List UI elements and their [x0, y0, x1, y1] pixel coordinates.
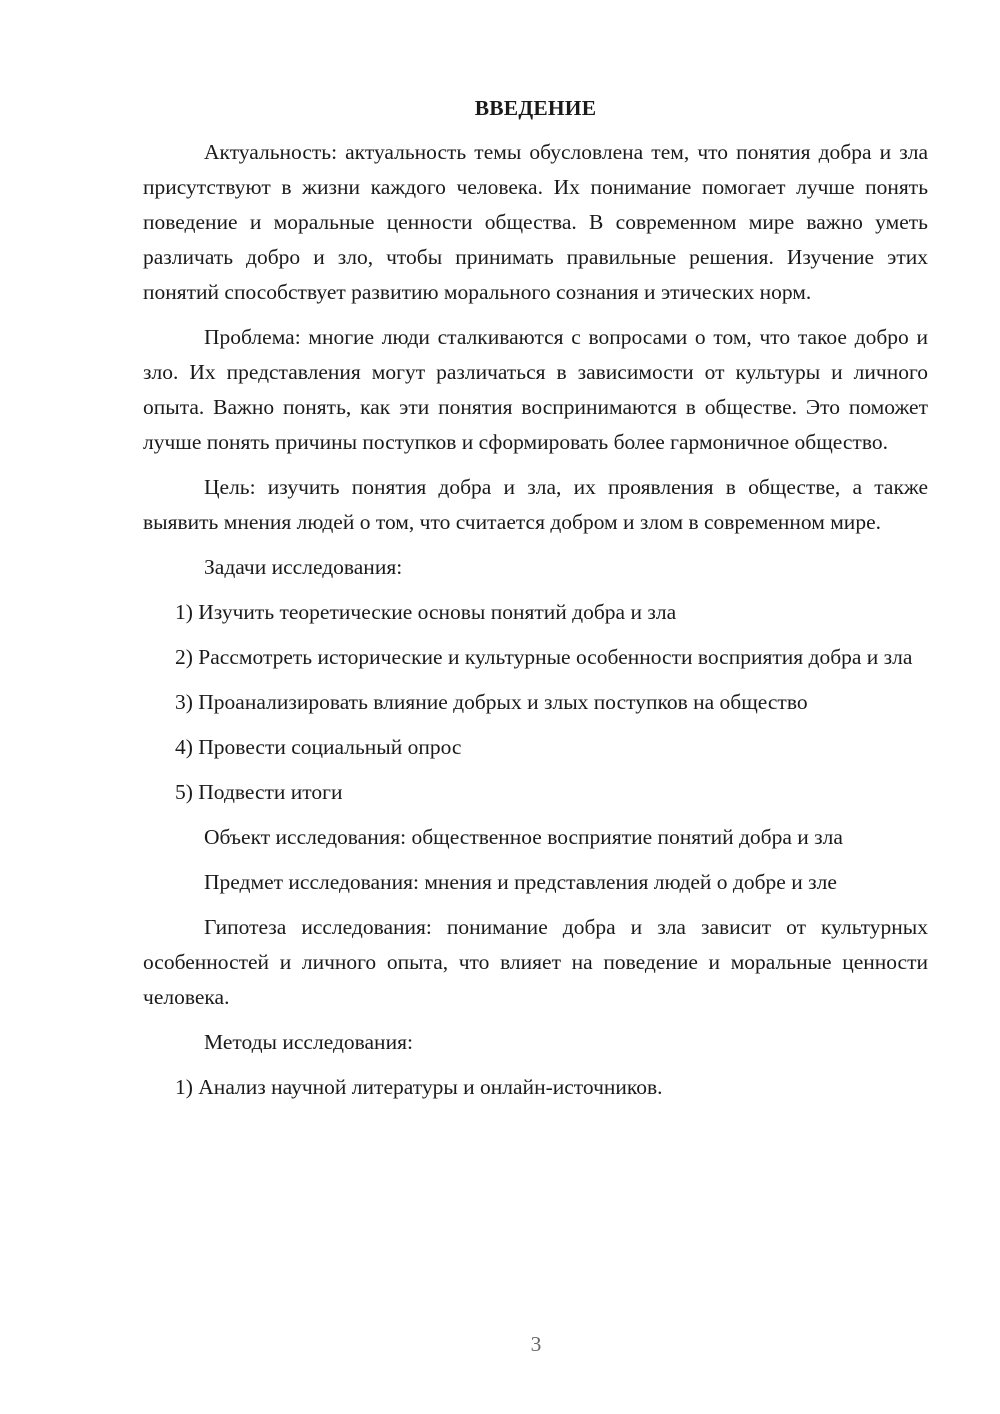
goal-paragraph: Цель: изучить понятия добра и зла, их проявления в обществе, а также выявить мнения людей о том, что считается добром и злом в современном мире. [143, 475, 928, 534]
problem-paragraph: Проблема: многие люди сталкиваются с вопросами о том, что такое добро и зло. Их представления могут различаться в зависимости от культуры и личного опыта. Важно понять, как эти понятия воспринимаются в обществе. Это поможет лучше понять причины поступков и сформировать более гармоничное общество. [143, 325, 928, 454]
object-paragraph: Объект исследования: общественное восприятие понятий добра и зла [204, 825, 843, 849]
page-content [143, 91, 928, 1115]
task-item: 2) Рассмотреть исторические и культурные особенности восприятия добра и зла [175, 645, 913, 669]
subject-paragraph: Предмет исследования: мнения и представления людей о добре и зле [204, 870, 837, 894]
task-item: 5) Подвести итоги [175, 780, 343, 804]
relevance-paragraph: Актуальность: актуальность темы обусловлена тем, что понятия добра и зла присутствуют в жизни каждого человека. Их понимание помогает лучше понять поведение и моральные ценности общества. В современном мире важно уметь различать добро и зло, чтобы принимать правильные решения. Изучение этих понятий способствует развитию морального сознания и этических норм. [143, 140, 928, 304]
task-item: 3) Проанализировать влияние добрых и злых поступков на общество [175, 690, 808, 714]
tasks-heading: Задачи исследования: [204, 555, 403, 579]
methods-heading: Методы исследования: [204, 1030, 413, 1054]
page-title: ВВЕДЕНИЕ [474, 96, 597, 120]
method-item: 1) Анализ научной литературы и онлайн-источников. [175, 1075, 663, 1099]
task-item: 4) Провести социальный опрос [175, 735, 462, 759]
page-number: 3 [530, 1332, 542, 1356]
task-item: 1) Изучить теоретические основы понятий добра и зла [175, 600, 677, 624]
hypothesis-paragraph: Гипотеза исследования: понимание добра и зла зависит от культурных особенностей и личного опыта, что влияет на поведение и моральные ценности человека. [143, 915, 928, 1009]
